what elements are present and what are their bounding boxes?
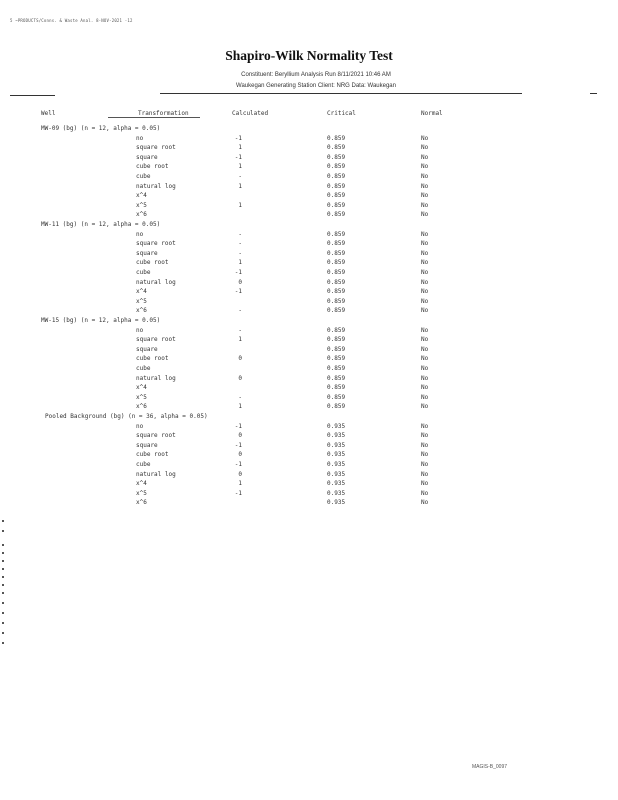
group-label: MW-09 (bg) (n = 12, alpha = 0.05) bbox=[41, 125, 161, 132]
transformation-cell: no bbox=[136, 326, 144, 334]
critical-cell: 0.935 bbox=[327, 499, 346, 507]
critical-cell: 0.859 bbox=[327, 345, 346, 353]
normal-cell: No bbox=[421, 451, 429, 459]
critical-cell: 0.859 bbox=[327, 163, 346, 171]
calculated-cell: - bbox=[238, 230, 242, 238]
normal-cell: No bbox=[421, 153, 429, 161]
calculated-cell: - bbox=[238, 307, 242, 315]
critical-cell: 0.859 bbox=[327, 365, 346, 372]
table-row bbox=[0, 461, 618, 470]
table-row bbox=[0, 211, 618, 220]
table-row bbox=[0, 259, 618, 268]
margin-mark bbox=[2, 560, 4, 562]
table-row bbox=[0, 307, 618, 316]
transformation-cell: x^4 bbox=[136, 288, 147, 296]
critical-cell: 0.859 bbox=[327, 355, 346, 363]
calculated-cell: 0 bbox=[238, 374, 242, 382]
transformation-cell: square bbox=[136, 249, 158, 257]
table-row bbox=[0, 183, 618, 192]
group-label: MW-15 (bg) (n = 12, alpha = 0.05) bbox=[41, 317, 161, 324]
normal-cell: No bbox=[421, 365, 429, 372]
table-row bbox=[0, 298, 618, 307]
rule-right-tick bbox=[590, 93, 597, 94]
critical-cell: 0.859 bbox=[327, 307, 346, 315]
critical-cell: 0.859 bbox=[327, 297, 346, 305]
table-row bbox=[0, 480, 618, 489]
calculated-cell: -1 bbox=[234, 489, 242, 497]
table-row bbox=[0, 451, 618, 460]
normal-cell: No bbox=[421, 144, 429, 152]
calculated-cell: 1 bbox=[238, 201, 242, 209]
normal-cell: No bbox=[421, 432, 429, 440]
table-row bbox=[0, 163, 618, 172]
table-row bbox=[0, 384, 618, 393]
table-row bbox=[0, 346, 618, 355]
critical-cell: 0.935 bbox=[327, 480, 346, 488]
transformation-cell: square root bbox=[136, 240, 176, 248]
normal-cell: No bbox=[421, 182, 429, 190]
critical-cell: 0.859 bbox=[327, 240, 346, 248]
column-header-critical: Critical bbox=[327, 110, 356, 117]
normal-cell: No bbox=[421, 249, 429, 257]
normal-cell: No bbox=[421, 336, 429, 344]
transformation-cell: x^6 bbox=[136, 307, 147, 315]
critical-cell: 0.859 bbox=[327, 336, 346, 344]
transformation-cell: x^4 bbox=[136, 384, 147, 392]
normal-cell: No bbox=[421, 441, 429, 449]
table-row bbox=[0, 288, 618, 297]
transformation-cell: square bbox=[136, 441, 158, 449]
critical-cell: 0.935 bbox=[327, 451, 346, 459]
calculated-cell: 1 bbox=[238, 144, 242, 152]
critical-cell: 0.935 bbox=[327, 441, 346, 449]
margin-mark bbox=[2, 530, 4, 532]
margin-mark bbox=[2, 568, 4, 570]
normal-cell: No bbox=[421, 192, 429, 200]
transformation-cell: square bbox=[136, 153, 158, 161]
margin-mark bbox=[2, 642, 4, 644]
margin-mark bbox=[2, 602, 4, 604]
table-row bbox=[0, 336, 618, 345]
calculated-cell: -1 bbox=[234, 288, 242, 296]
critical-cell: 0.859 bbox=[327, 403, 346, 411]
calculated-cell: 1 bbox=[238, 403, 242, 411]
transformation-cell: x^6 bbox=[136, 403, 147, 411]
critical-cell: 0.859 bbox=[327, 153, 346, 161]
calculated-cell: - bbox=[238, 173, 242, 180]
normal-cell: No bbox=[421, 278, 429, 286]
critical-cell: 0.859 bbox=[327, 134, 346, 142]
report-subtitle-analysis: Constituent: Beryllium Analysis Run 8/11/2021 10:46 AM bbox=[241, 72, 391, 78]
normal-cell: No bbox=[421, 480, 429, 488]
normal-cell: No bbox=[421, 470, 429, 478]
margin-mark bbox=[2, 576, 4, 578]
transformation-cell: natural log bbox=[136, 470, 176, 478]
calculated-cell: -1 bbox=[234, 153, 242, 161]
table-row bbox=[0, 202, 618, 211]
transformation-cell: cube root bbox=[136, 259, 169, 267]
header-underline bbox=[108, 117, 200, 118]
critical-cell: 0.859 bbox=[327, 374, 346, 382]
group-label: MW-11 (bg) (n = 12, alpha = 0.05) bbox=[41, 221, 161, 228]
calculated-cell: -1 bbox=[234, 422, 242, 430]
transformation-cell: x^5 bbox=[136, 201, 147, 209]
calculated-cell: - bbox=[238, 393, 242, 401]
critical-cell: 0.859 bbox=[327, 278, 346, 286]
transformation-cell: x^6 bbox=[136, 499, 147, 507]
normal-cell: No bbox=[421, 403, 429, 411]
transformation-cell: cube bbox=[136, 269, 151, 276]
margin-mark bbox=[2, 520, 4, 522]
transformation-cell: x^4 bbox=[136, 480, 147, 488]
table-row bbox=[0, 327, 618, 336]
critical-cell: 0.935 bbox=[327, 489, 346, 497]
table-row bbox=[0, 471, 618, 480]
transformation-cell: cube bbox=[136, 173, 151, 180]
calculated-cell: 1 bbox=[238, 259, 242, 267]
table-row bbox=[0, 135, 618, 144]
transformation-cell: cube root bbox=[136, 355, 169, 363]
transformation-cell: x^5 bbox=[136, 297, 147, 305]
normal-cell: No bbox=[421, 211, 429, 219]
calculated-cell: 0 bbox=[238, 355, 242, 363]
critical-cell: 0.859 bbox=[327, 288, 346, 296]
critical-cell: 0.859 bbox=[327, 326, 346, 334]
critical-cell: 0.935 bbox=[327, 461, 346, 468]
table-row bbox=[0, 394, 618, 403]
critical-cell: 0.859 bbox=[327, 201, 346, 209]
transformation-cell: no bbox=[136, 134, 144, 142]
calculated-cell: 0 bbox=[238, 470, 242, 478]
table-row bbox=[0, 432, 618, 441]
group-label: Pooled Background (bg) (n = 36, alpha = 0.05) bbox=[45, 413, 208, 420]
critical-cell: 0.859 bbox=[327, 182, 346, 190]
margin-mark bbox=[2, 622, 4, 624]
normal-cell: No bbox=[421, 384, 429, 392]
normal-cell: No bbox=[421, 259, 429, 267]
table-row bbox=[0, 499, 618, 508]
normal-cell: No bbox=[421, 422, 429, 430]
calculated-cell: -1 bbox=[234, 269, 242, 276]
critical-cell: 0.859 bbox=[327, 192, 346, 200]
normal-cell: No bbox=[421, 288, 429, 296]
calculated-cell: 1 bbox=[238, 163, 242, 171]
normal-cell: No bbox=[421, 461, 429, 468]
normal-cell: No bbox=[421, 326, 429, 334]
normal-cell: No bbox=[421, 499, 429, 507]
transformation-cell: x^5 bbox=[136, 393, 147, 401]
calculated-cell: - bbox=[238, 326, 242, 334]
table-row bbox=[0, 240, 618, 249]
table-row bbox=[0, 154, 618, 163]
table-row bbox=[0, 365, 618, 374]
transformation-cell: square bbox=[136, 345, 158, 353]
column-header-calculated: Calculated bbox=[232, 110, 269, 117]
transformation-cell: natural log bbox=[136, 182, 176, 190]
running-header: 5 ~PRODUCTS/Conns. & Waste Anal. 8-NOV-2021 -12 bbox=[10, 18, 133, 23]
critical-cell: 0.859 bbox=[327, 230, 346, 238]
critical-cell: 0.859 bbox=[327, 144, 346, 152]
calculated-cell: -1 bbox=[234, 134, 242, 142]
calculated-cell: 1 bbox=[238, 336, 242, 344]
transformation-cell: x^5 bbox=[136, 489, 147, 497]
critical-cell: 0.859 bbox=[327, 269, 346, 276]
normal-cell: No bbox=[421, 393, 429, 401]
transformation-cell: natural log bbox=[136, 278, 176, 286]
critical-cell: 0.859 bbox=[327, 259, 346, 267]
table-row bbox=[0, 231, 618, 240]
transformation-cell: cube root bbox=[136, 451, 169, 459]
normal-cell: No bbox=[421, 355, 429, 363]
normal-cell: No bbox=[421, 230, 429, 238]
transformation-cell: cube root bbox=[136, 163, 169, 171]
table-row bbox=[0, 490, 618, 499]
report-title: Shapiro-Wilk Normality Test bbox=[225, 48, 393, 63]
normal-cell: No bbox=[421, 240, 429, 248]
table-row bbox=[0, 375, 618, 384]
rule-left bbox=[10, 95, 55, 96]
margin-mark bbox=[2, 612, 4, 614]
margin-mark bbox=[2, 544, 4, 546]
transformation-cell: cube bbox=[136, 461, 151, 468]
calculated-cell: - bbox=[238, 249, 242, 257]
transformation-cell: no bbox=[136, 422, 144, 430]
table-row bbox=[0, 173, 618, 182]
margin-mark bbox=[2, 584, 4, 586]
report-subtitle-site: Waukegan Generating Station Client: NRG Data: Waukegan bbox=[236, 83, 396, 89]
margin-mark bbox=[2, 552, 4, 554]
table-row bbox=[0, 442, 618, 451]
table-row bbox=[0, 403, 618, 412]
calculated-cell: 0 bbox=[238, 451, 242, 459]
normal-cell: No bbox=[421, 297, 429, 305]
transformation-cell: natural log bbox=[136, 374, 176, 382]
transformation-cell: square root bbox=[136, 336, 176, 344]
calculated-cell: 1 bbox=[238, 480, 242, 488]
critical-cell: 0.859 bbox=[327, 211, 346, 219]
page-footer-id: MAGIS-B_0097 bbox=[472, 764, 508, 770]
table-row bbox=[0, 355, 618, 364]
transformation-cell: no bbox=[136, 230, 144, 238]
critical-cell: 0.859 bbox=[327, 249, 346, 257]
calculated-cell: 0 bbox=[238, 278, 242, 286]
column-header-normal: Normal bbox=[421, 110, 443, 117]
transformation-cell: cube bbox=[136, 365, 151, 372]
normal-cell: No bbox=[421, 374, 429, 382]
transformation-cell: square root bbox=[136, 432, 176, 440]
table-row bbox=[0, 279, 618, 288]
normal-cell: No bbox=[421, 269, 429, 276]
table-row bbox=[0, 250, 618, 259]
critical-cell: 0.935 bbox=[327, 470, 346, 478]
transformation-cell: x^6 bbox=[136, 211, 147, 219]
table-row bbox=[0, 192, 618, 201]
calculated-cell: 1 bbox=[238, 182, 242, 190]
calculated-cell: -1 bbox=[234, 461, 242, 468]
margin-mark bbox=[2, 592, 4, 594]
normal-cell: No bbox=[421, 201, 429, 209]
rule-main bbox=[160, 93, 522, 94]
critical-cell: 0.859 bbox=[327, 384, 346, 392]
table-row bbox=[0, 269, 618, 278]
calculated-cell: - bbox=[238, 240, 242, 248]
normal-cell: No bbox=[421, 307, 429, 315]
normal-cell: No bbox=[421, 134, 429, 142]
transformation-cell: square root bbox=[136, 144, 176, 152]
margin-mark bbox=[2, 632, 4, 634]
table-row bbox=[0, 423, 618, 432]
calculated-cell: -1 bbox=[234, 441, 242, 449]
critical-cell: 0.935 bbox=[327, 432, 346, 440]
column-header-transformation: Transformation bbox=[138, 110, 189, 117]
critical-cell: 0.935 bbox=[327, 422, 346, 430]
table-row bbox=[0, 144, 618, 153]
column-header-well: Well bbox=[41, 110, 56, 117]
transformation-cell: x^4 bbox=[136, 192, 147, 200]
calculated-cell: 0 bbox=[238, 432, 242, 440]
normal-cell: No bbox=[421, 173, 429, 180]
normal-cell: No bbox=[421, 163, 429, 171]
normal-cell: No bbox=[421, 345, 429, 353]
normal-cell: No bbox=[421, 489, 429, 497]
critical-cell: 0.859 bbox=[327, 173, 346, 180]
critical-cell: 0.859 bbox=[327, 393, 346, 401]
